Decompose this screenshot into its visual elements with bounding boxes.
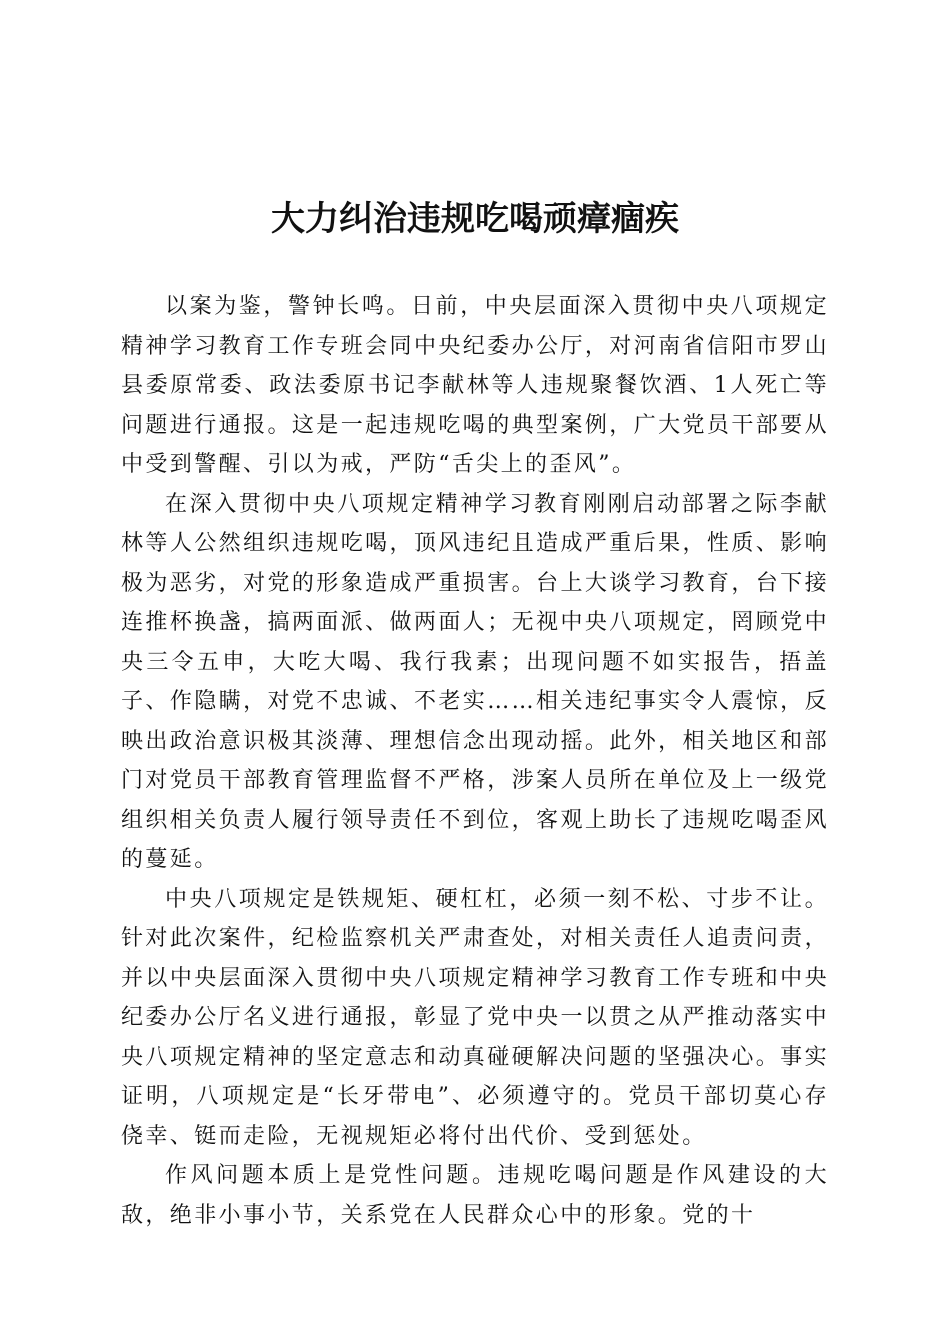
paragraph-3: 中央八项规定是铁规矩、硬杠杠，必须一刻不松、寸步不让。针对此次案件，纪检监察机关严肃查处，对相关责任人追责问责，并以中央层面深入贯彻中央八项规定精神学习教育工作专班和中央纪委办公厅名义进行通报，彰显了党中央一以贯之从严推动落实中央八项规定精神的坚定意志和动真碰硬解决问题的坚强决心。事实证明，八项规定是“长牙带电”、必须遵守的。党员干部切莫心存侥幸、铤而走险，无视规矩必将付出代价、受到惩处。	[121, 886, 829, 1149]
document-body	[121, 287, 829, 1235]
paragraph-1: 以案为鉴，警钟长鸣。日前，中央层面深入贯彻中央八项规定精神学习教育工作专班会同中央纪委办公厅，对河南省信阳市罗山县委原常委、政法委原书记李献林等人违规聚餐饮酒、1人死亡等问题进行通报。这是一起违规吃喝的典型案例，广大党员干部要从中受到警醒、引以为戒，严防“舌尖上的歪风”。	[121, 294, 829, 477]
paragraph-4: 作风问题本质上是党性问题。违规吃喝问题是作风建设的大敌，绝非小事小节，关系党在人民群众心中的形象。党的十	[121, 1163, 829, 1228]
paragraph-2: 在深入贯彻中央八项规定精神学习教育刚刚启动部署之际李献林等人公然组织违规吃喝，顶风违纪且造成严重后果，性质、影响极为恶劣，对党的形象造成严重损害。台上大谈学习教育，台下接连推杯换盏，搞两面派、做两面人；无视中央八项规定，罔顾党中央三令五申，大吃大喝、我行我素；出现问题不如实报告，捂盖子、作隐瞒，对党不忠诚、不老实……相关违纪事实令人震惊，反映出政治意识极其淡薄、理想信念出现动摇。此外，相关地区和部门对党员干部教育管理监督不严格，涉案人员所在单位及上一级党组织相关负责人履行领导责任不到位，客观上助长了违规吃喝歪风的蔓延。	[121, 491, 829, 872]
document-title: 大力纠治违规吃喝顽瘴痼疾	[271, 199, 679, 239]
